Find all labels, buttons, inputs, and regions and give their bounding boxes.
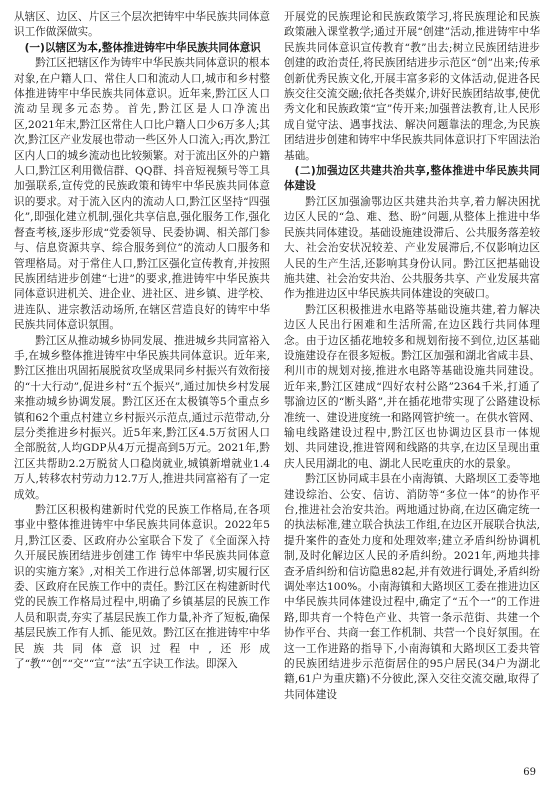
right-column xyxy=(284,10,540,703)
two-column-body xyxy=(14,10,540,703)
section-heading-1: (一)以辖区为本,整体推进铸牢中华民族共同体意识 xyxy=(24,41,261,54)
paragraph: 黔江区积极构建新时代党的民族工作格局,在各项事业中整体推进铸牢中华民族共同体意识。2022年5月,黔江区委、区政府办公室联合下发了《全面深入持久开展民族团结进步创建工作 铸牢中华民族共同体意识的实施方案》,对相关工作进行总体部署,切实履行区委、区政府在民族工作中的责任。黔江区在构建新时代党的民族工作格局过程中,明确了乡镇基层的民族工作人员和职责,夯实了基层民族工作力量,补齐了短板,确保基层民族工作有人抓、能见效。黔江区在推进铸牢中华民族共同体意识过程中,还形成了“教”“创”“交”“宣”“法”五字诀工作法。即深入 xyxy=(14,504,270,671)
page-number: 69 xyxy=(523,767,536,778)
paragraph: 黔江区把辖区作为铸牢中华民族共同体意识的根本对象,在户籍人口、常住人口和流动人口,城市和乡村整体推进铸牢中华民族共同体意识。近年来,黔江区人口流动呈现多元态势。首先,黔江区是人口净流出区,2021年末,黔江区常住人口比户籍人口少6万多人;其次,黔江区产业发展也带动一些区外人口流入;再次,黔江区内人口的城乡流动也比较频繁。对于流出区外的户籍人口,黔江区利用微信群、QQ群、抖音短视频号等工具加强联系,宣传党的民族政策和铸牢中华民族共同体意识的要求。对于流入区内的流动人口,黔江区坚持“四强化”,即强化建立机制,强化共享信息,强化服务工作,强化督查考核,逐步形成“党委领导、民委协调、相关部门参与、信息资源共享、综合服务到位”的流动人口服务和管理格局。对于常住人口,黔江区强化宣传教育,并按照民族团结进步创建“七进”的要求,推进铸牢中华民族共同体意识进机关、进企业、进社区、进乡镇、进学校、进连队、进宗教活动场所,在辖区营造良好的铸牢中华民族共同体意识氛围。 xyxy=(14,57,270,332)
paragraph-continued: 开展党的民族理论和民族政策学习,将民族理论和民族政策融入课堂教学;通过开展“创建”活动,推进铸牢中华民族共同体意识宣传教育“教”出去;树立民族团结进步创建的政治责任,将民族团结进步示范区“创”出来;传承创新优秀民族文化,开展丰富多彩的文体活动,促进各民族交往交流交融;依托各类媒介,讲好民族团结故事,使优秀文化和民族政策“宣”传开来;加强普法教育,让人民形成自觉守法、遇事找法、解决问题靠法的理念,为民族团结进步创建和铸牢中华民族共同体意识打下牢固法治基础。 xyxy=(284,11,540,162)
paragraph: 黔江区从推动城乡协同发展、推进城乡共同富裕入手,在城乡整体推进铸牢中华民族共同体意识。近年来,黔江区推出巩固拓展脱贫攻坚成果同乡村振兴有效衔接的“十大行动”,促进乡村“五个振兴”,通过加快乡村发展来推动城乡协调发展。黔江区还在太极镇等5个重点乡镇和62个重点村建立乡村振兴示范点,通过示范带动,分层分类推进乡村振兴。近5年来,黔江区4.5万贫困人口全部脱贫,人均GDP从4万元提高到5万元。2021年,黔江区共帮助2.2万脱贫人口稳岗就业,城镇新增就业1.4万人,转移农村劳动力12.7万人,推进共同富裕有了一定成效。 xyxy=(14,334,270,501)
paragraph: 黔江区协同咸丰县在小南海镇、大路坝区工委等地建设综治、公安、信访、消防等“多位一体”的协作平台,推进社会治安共治。两地通过协商,在边区确定统一的执法标准,建立联合执法工作组,在边区开展联合执法,提升案件的查处力度和处理效率;建立矛盾纠纷协调机制,及时化解边区人民的矛盾纠纷。2021年,两地共排查矛盾纠纷和信访隐患82起,并有效进行调处,矛盾纠纷调处率达100%。小南海镇和大路坝区工委在推进边区中华民族共同体建设过程中,确定了“五个一”的工作进路,即共育一个特色产业、共管一条示范街、共建一个协作平台、共商一套工作机制、共营一个良好氛围。在这一工作进路的指导下,小南海镇和大路坝区工委共管的民族团结进步示范街居住的95户居民(34户为湖北籍,61户为重庆籍)不分彼此,深入交往交流交融,取得了共同体建设 xyxy=(284,473,540,701)
left-column xyxy=(14,10,270,672)
paragraph-continued: 从辖区、边区、片区三个层次把铸牢中华民族共同体意识工作做深做实。 xyxy=(14,11,270,39)
paragraph: 黔江区积极推进水电路等基础设施共建,着力解决边区人民出行困难和生活所需,在边区践行共同体理念。由于边区插花地较多和规划衔接不到位,边区基础设施建设存在很多短板。黔江区加强和湖北省咸丰县、利川市的规划对接,推进水电路等基础设施共同建设。近年来,黔江区建成“四好农村公路”2364千米,打通了鄂渝边区的“断头路”,并在插花地带实现了公路建设标准统一、建设进度统一和路网管护统一。在供水管网、输电线路建设过程中,黔江区也协调边区县市一体规划、共同建设,推进管网和线路的共享,在边区呈现出重庆人民用湖北的电、湖北人民吃重庆的水的景象。 xyxy=(284,303,540,470)
paragraph: 黔江区加强渝鄂边区共建共治共享,着力解决困扰边区人民的“急、难、愁、盼”问题,从整体上推进中华民族共同体建设。基础设施建设滞后、公共服务落差较大、社会治安状况较差、产业发展滞后,不仅影响边区人民的生产生活,还影响其身份认同。黔江区把基础设施共建、社会治安共治、公共服务共享、产业发展共富作为推进边区中华民族共同体建设的突破口。 xyxy=(284,195,540,301)
section-heading-2: (二)加强边区共建共治共享,整体推进中华民族共同体建设 xyxy=(284,165,540,193)
